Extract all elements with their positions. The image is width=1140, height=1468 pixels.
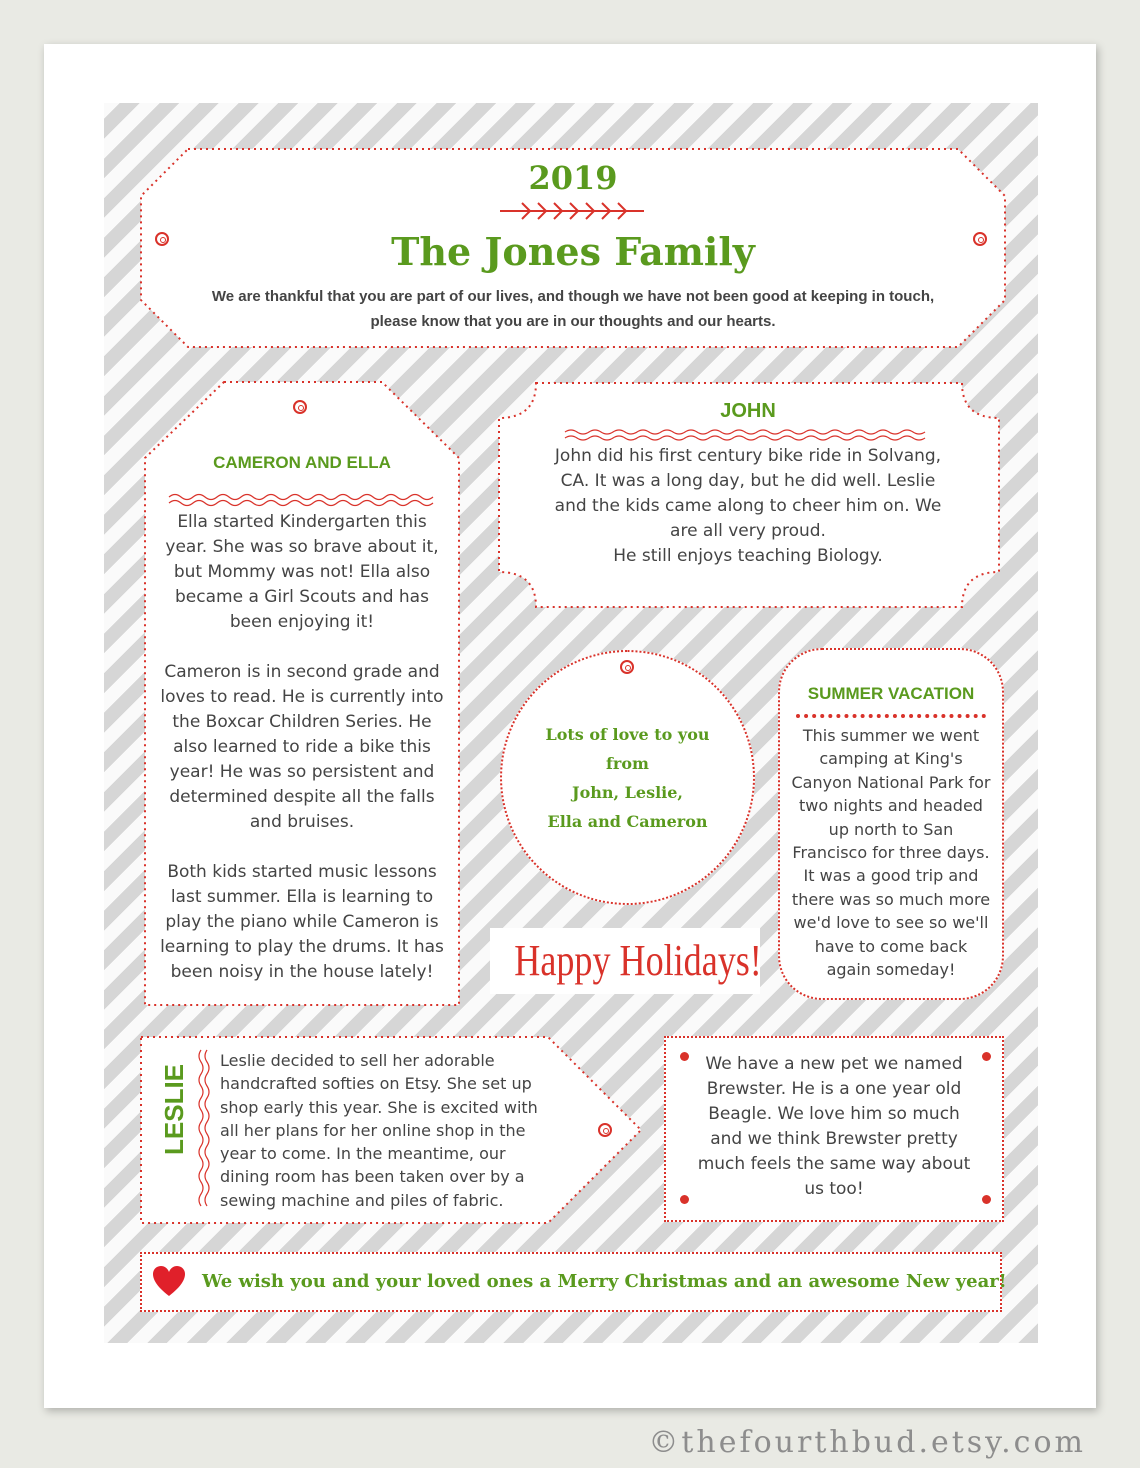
ornament-line-2: from — [606, 754, 649, 773]
cameron-ella-p1: Ella started Kindergarten this year. She was so brave about it, but Mommy was not! Ella also became a Girl Scouts and has been enjoying it! — [165, 512, 439, 632]
wave-divider — [196, 1048, 212, 1212]
heart-icon — [152, 1266, 186, 1298]
cameron-ella-p2: Cameron is in second grade and loves to read. He is currently into the Boxcar Children Series. He also learned to ride a bike this year! He was so persistent and determined despite all the falls and bruises. — [160, 662, 444, 832]
john-title: JOHN — [720, 400, 776, 422]
leslie-title: LESLIE — [159, 1063, 189, 1155]
header-content — [138, 158, 1008, 334]
john-text: John did his first century bike ride in Solvang, CA. It was a long day, but he did well. Leslie and the kids came along to cheer him on. We are all very proud. — [554, 446, 942, 541]
summer-text: This summer we went camping at King's Canyon National Park for two nights and headed up north to San Francisco for three days. It was a good trip and there was so much more we'd love to see so we'll have to come back again someday! — [791, 726, 991, 980]
wave-divider — [563, 428, 933, 442]
cameron-ella-title: CAMERON AND ELLA — [213, 453, 391, 472]
corner-dot — [680, 1195, 689, 1204]
ornament-line-1: Lots of love to you — [545, 725, 710, 744]
ring-icon — [620, 660, 634, 674]
pet-text: We have a new pet we named Brewster. He is a one year old Beagle. We love him so much and we think Brewster pretty much feels the same way about us too! — [697, 1054, 971, 1199]
year-heading: 2019 — [528, 159, 618, 197]
intro-text: We are thankful that you are part of our lives, and though we have not been good at keeping in touch, please know that you are in our thoughts and our hearts. — [211, 288, 935, 330]
leslie-text: Leslie decided to sell her adorable handcrafted softies on Etsy. She set up shop early this year. She is excited with all her plans for her online shop in the year to come. In the meantime, our dining room has been taken over by a sewing machine and piles of fabric. — [220, 1051, 538, 1210]
greeting-panel — [490, 928, 760, 994]
footer-banner — [140, 1252, 1007, 1312]
arrow-icon — [498, 200, 648, 222]
cameron-ella-p3: Both kids started music lessons last summer. Ella is learning to play the piano while Cameron is learning to play the drums. It has been noisy in the house lately! — [160, 862, 444, 982]
ornament-line-3: John, Leslie, — [572, 783, 683, 802]
summer-title: SUMMER VACATION — [807, 684, 975, 703]
family-title: The Jones Family — [391, 229, 755, 274]
summer-card — [778, 648, 1004, 1000]
ornament-line-4: Ella and Cameron — [547, 812, 708, 831]
watermark: ©thefourthbud.etsy.com — [648, 1425, 1086, 1460]
happy-holidays-text: Happy Holidays! — [514, 936, 762, 985]
pet-card — [664, 1036, 1004, 1222]
john-card — [520, 398, 976, 569]
ring-icon — [293, 400, 307, 414]
cameron-ella-card — [152, 452, 452, 985]
dotted-divider — [796, 714, 986, 718]
corner-dot — [680, 1052, 689, 1061]
wave-divider — [167, 492, 437, 508]
john-text-2: He still enjoys teaching Biology. — [613, 546, 883, 566]
corner-dot — [982, 1195, 991, 1204]
footer-message: We wish you and your loved ones a Merry Christmas and an awesome New year! — [202, 1271, 1007, 1292]
corner-dot — [982, 1052, 991, 1061]
ring-icon — [598, 1123, 612, 1137]
ornament-message — [510, 720, 745, 836]
